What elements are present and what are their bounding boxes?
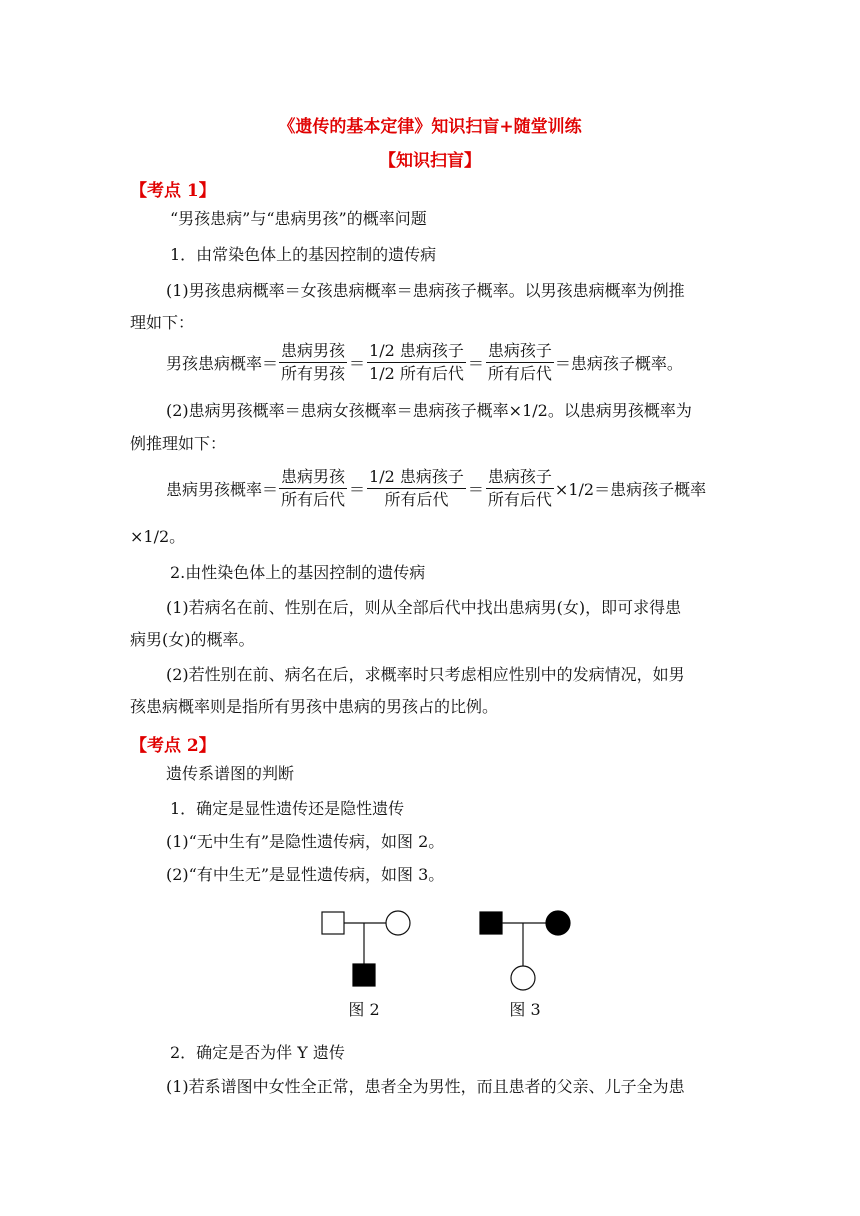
section1-p1-line2: 理如下：: [130, 313, 195, 332]
section1-p4-line2: 孩患病概率则是指所有男孩中患病的男孩占的比例。: [130, 697, 499, 716]
equals-sign: ＝: [349, 480, 366, 499]
fraction-numerator: 患病男孩: [279, 467, 347, 489]
fraction-numerator: 患病孩子: [486, 467, 554, 489]
section2-item1: 1．确定是显性遗传还是隐性遗传: [170, 799, 405, 818]
affected-female-icon: [546, 911, 570, 935]
formula1-lhs: 男孩患病概率＝: [166, 354, 279, 373]
fraction-denominator: 1/2 所有后代: [369, 364, 464, 383]
section1-p4-line1: (2)若性别在前、病名在后，求概率时只考虑相应性别中的发病情况，如男: [166, 665, 685, 684]
section1-p2-line1: (2)患病男孩概率＝患病女孩概率＝患病孩子概率×1/2。以患病男孩概率为: [166, 401, 692, 420]
normal-female-icon: [511, 966, 535, 990]
fraction-numerator: 患病孩子: [486, 341, 554, 363]
figure2-label: 图 2: [348, 1000, 380, 1019]
section1-p2-line2: 例推理如下：: [130, 434, 227, 453]
section1-p1-line1: (1)男孩患病概率＝女孩患病概率＝患病孩子概率。以男孩患病概率为例推: [166, 281, 685, 300]
equals-sign: ＝: [467, 354, 484, 373]
section2-heading: 【考点 2】: [130, 736, 216, 756]
fraction-numerator: 1/2 患病孩子: [367, 341, 466, 363]
formula1-fraction1: [279, 341, 347, 384]
fraction-denominator: 所有后代: [281, 490, 346, 509]
section1-item2: 2.由性染色体上的基因控制的遗传病: [170, 563, 426, 582]
equals-sign: ＝: [349, 354, 366, 373]
formula2-rhs: ×1/2＝患病孩子概率: [554, 480, 707, 499]
section1-p3-line1: (1)若病名在前、性别在后，则从全部后代中找出患病男(女)，即可求得患: [166, 598, 682, 617]
formula1-fraction2: [367, 341, 466, 384]
formula2-fraction3: [486, 467, 554, 510]
fraction-denominator: 所有后代: [487, 490, 552, 509]
formula2-lhs: 患病男孩概率＝: [166, 480, 279, 499]
section2-item2: 2．确定是否为伴 Y 遗传: [170, 1043, 345, 1062]
formula-sick-boy: [166, 467, 706, 510]
fraction-numerator: 1/2 患病孩子: [367, 467, 466, 489]
fraction-numerator: 患病男孩: [279, 341, 347, 363]
section2-p3: (1)若系谱图中女性全正常，患者全为男性，而且患者的父亲、儿子全为患: [166, 1077, 685, 1096]
affected-male-icon: [480, 912, 502, 934]
formula1-rhs: ＝患病孩子概率。: [554, 354, 683, 373]
figure3-pedigree: [480, 911, 570, 1019]
section2-intro: 遗传系谱图的判断: [166, 764, 295, 783]
section1-item1: 1．由常染色体上的基因控制的遗传病: [170, 245, 437, 264]
section2-p1: (1)“无中生有”是隐性遗传病，如图 2。: [166, 832, 445, 851]
pedigree-figures: [300, 900, 600, 1030]
equals-sign: ＝: [467, 480, 484, 499]
section1-heading: 【考点 1】: [130, 181, 216, 201]
formula1-fraction3: [486, 341, 554, 384]
figure3-label: 图 3: [509, 1000, 541, 1019]
affected-male-icon: [353, 964, 375, 986]
formula2-tail: ×1/2。: [130, 527, 186, 546]
formula-boy-sick: [166, 341, 683, 384]
document-subtitle: 【知识扫盲】: [379, 151, 481, 171]
section1-p3-line2: 病男(女)的概率。: [130, 630, 255, 649]
normal-female-icon: [386, 911, 410, 935]
fraction-denominator: 所有后代: [384, 490, 449, 509]
fraction-denominator: 所有后代: [487, 364, 552, 383]
figure2-pedigree: [322, 911, 410, 1019]
document-title: 《遗传的基本定律》知识扫盲+随堂训练: [278, 117, 582, 137]
section2-p2: (2)“有中生无”是显性遗传病，如图 3。: [166, 865, 445, 884]
normal-male-icon: [322, 912, 344, 934]
formula2-fraction2: [367, 467, 466, 510]
formula2-fraction1: [279, 467, 347, 510]
fraction-denominator: 所有男孩: [281, 364, 346, 383]
section1-intro: “男孩患病”与“患病男孩”的概率问题: [170, 209, 427, 228]
